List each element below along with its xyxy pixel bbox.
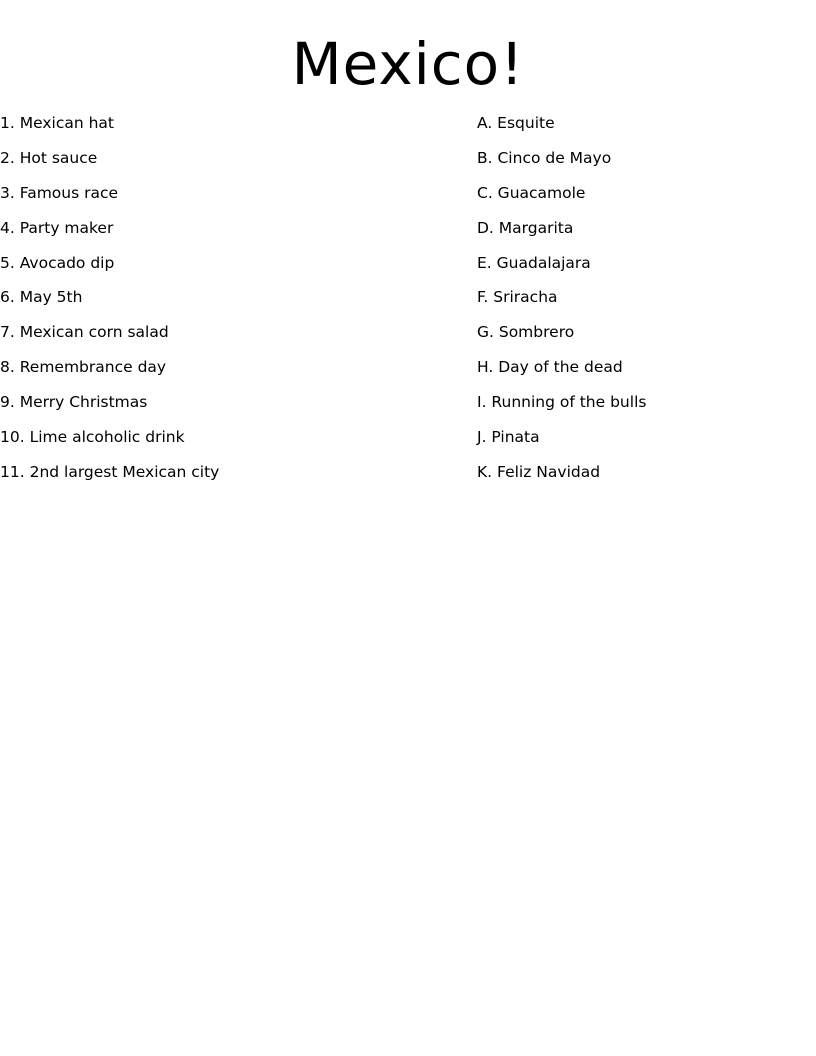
clue-item: 11. 2nd largest Mexican city bbox=[0, 462, 220, 481]
answer-item: B. Cinco de Mayo bbox=[477, 148, 612, 167]
answer-item: A. Esquite bbox=[477, 114, 555, 132]
answer-item: F. Sriracha bbox=[477, 288, 558, 307]
answer-item: G. Sombrero bbox=[477, 323, 575, 342]
answer-item: I. Running of the bulls bbox=[477, 393, 647, 412]
answer-item: H. Day of the dead bbox=[477, 358, 623, 377]
answer-list bbox=[477, 112, 807, 496]
clue-item: 1. Mexican hat bbox=[0, 114, 115, 132]
page-title: Mexico! bbox=[291, 30, 525, 98]
answer-item: D. Margarita bbox=[477, 218, 574, 237]
answer-item: J. Pinata bbox=[477, 428, 540, 447]
clue-item: 8. Remembrance day bbox=[0, 358, 167, 377]
clue-item: 4. Party maker bbox=[0, 218, 114, 237]
clue-item: 2. Hot sauce bbox=[0, 148, 98, 167]
answer-item: C. Guacamole bbox=[477, 183, 586, 202]
clue-item: 9. Merry Christmas bbox=[0, 393, 148, 412]
clue-item: 3. Famous race bbox=[0, 183, 119, 202]
clue-item: 10. Lime alcoholic drink bbox=[0, 428, 185, 447]
answer-item: K. Feliz Navidad bbox=[477, 462, 601, 481]
clue-item: 6. May 5th bbox=[0, 288, 83, 307]
answer-item: E. Guadalajara bbox=[477, 253, 591, 272]
clue-item: 7. Mexican corn salad bbox=[0, 323, 169, 342]
clue-item: 5. Avocado dip bbox=[0, 253, 115, 272]
clue-list bbox=[0, 112, 470, 496]
